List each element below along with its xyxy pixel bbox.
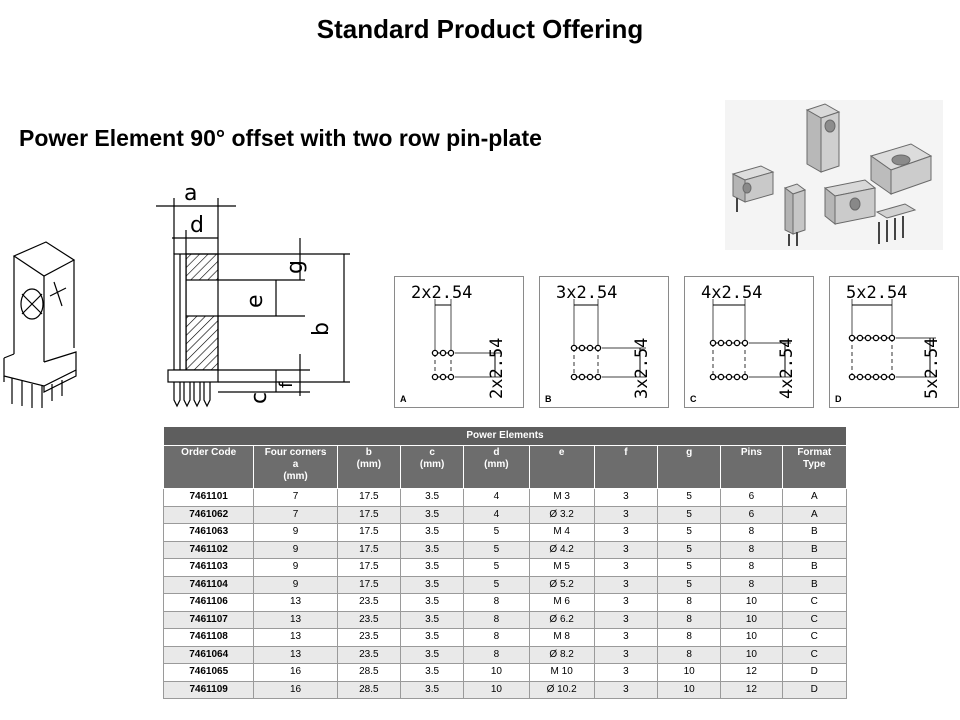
- isometric-sketch: [0, 236, 80, 411]
- order-code-cell: 7461107: [164, 611, 254, 629]
- table-column-header: [337, 446, 400, 489]
- table-header-line: (mm): [356, 459, 382, 470]
- table-cell: 23.5: [337, 629, 400, 647]
- table-cell: 23.5: [337, 594, 400, 612]
- table-header-line: a: [292, 459, 299, 470]
- pin-dot: [571, 374, 576, 379]
- table-cell: 8: [721, 559, 782, 577]
- table-cell: B: [782, 576, 846, 594]
- table-cell: B: [782, 541, 846, 559]
- order-code-cell: 7461062: [164, 506, 254, 524]
- product-photo: [725, 100, 943, 250]
- table-header-line: d: [493, 447, 500, 458]
- pin-layout-a: [394, 276, 524, 408]
- table-header-line: Four corners: [264, 447, 327, 458]
- pin-dot: [432, 374, 437, 379]
- table-cell: 13: [254, 611, 337, 629]
- pin-dot: [849, 335, 854, 340]
- order-code-cell: 7461108: [164, 629, 254, 647]
- table-cell: 5: [658, 576, 721, 594]
- pin-dot: [595, 345, 600, 350]
- pin-vertical-label: 4x2.54: [777, 337, 797, 399]
- order-code-cell: 7461063: [164, 524, 254, 542]
- svg-text:b: b: [309, 322, 334, 336]
- table-cell: C: [782, 646, 846, 664]
- table-header-line: Type: [802, 459, 826, 470]
- table-cell: 8: [658, 611, 721, 629]
- pin-dot: [710, 374, 715, 379]
- table-column-header: [164, 446, 254, 489]
- table-header-line: Format: [797, 447, 832, 458]
- table-cell: 3: [594, 559, 657, 577]
- table-cell: 8: [721, 576, 782, 594]
- table-cell: 5: [464, 576, 529, 594]
- pin-layout-letter: B: [545, 394, 552, 404]
- table-header-line: c: [429, 447, 435, 458]
- pin-dot: [448, 350, 453, 355]
- table-header-line: b: [365, 447, 372, 458]
- order-code-cell: 7461101: [164, 489, 254, 507]
- table-column-header: [658, 446, 721, 489]
- table-cell: 3: [594, 594, 657, 612]
- pin-dot: [889, 335, 894, 340]
- table-cell: 3.5: [400, 559, 463, 577]
- table-cell: 3.5: [400, 681, 463, 699]
- table-cell: Ø 3.2: [529, 506, 594, 524]
- table-cell: Ø 10.2: [529, 681, 594, 699]
- pin-vertical-label: 3x2.54: [632, 337, 652, 399]
- table-header-line: Pins: [740, 447, 762, 458]
- order-code-cell: 7461102: [164, 541, 254, 559]
- order-code-cell: 7461104: [164, 576, 254, 594]
- table-cell: 10: [721, 629, 782, 647]
- table-cell: M 6: [529, 594, 594, 612]
- table-cell: 17.5: [337, 576, 400, 594]
- table-column-header: [529, 446, 594, 489]
- table-cell: 8: [658, 629, 721, 647]
- table-cell: 10: [721, 646, 782, 664]
- table-cell: M 10: [529, 664, 594, 682]
- pin-dot: [571, 345, 576, 350]
- table-cell: Ø 6.2: [529, 611, 594, 629]
- table-cell: 8: [658, 594, 721, 612]
- table-cell: 10: [464, 664, 529, 682]
- table-cell: 5: [464, 524, 529, 542]
- table-cell: 5: [658, 506, 721, 524]
- pin-dot: [865, 335, 870, 340]
- table-cell: 8: [464, 594, 529, 612]
- table-cell: 17.5: [337, 506, 400, 524]
- table-cell: 8: [721, 541, 782, 559]
- power-elements-table: [163, 426, 847, 699]
- table-column-header: [782, 446, 846, 489]
- table-cell: 3.5: [400, 664, 463, 682]
- table-cell: 23.5: [337, 646, 400, 664]
- pin-dot: [742, 374, 747, 379]
- table-cell: 5: [658, 559, 721, 577]
- pin-dot: [881, 335, 886, 340]
- pin-dot: [881, 374, 886, 379]
- table-header-line: f: [624, 447, 628, 458]
- table-row: [164, 646, 847, 664]
- table-cell: 12: [721, 664, 782, 682]
- table-cell: 9: [254, 541, 337, 559]
- table-row: [164, 594, 847, 612]
- table-cell: 10: [658, 681, 721, 699]
- pin-horizontal-label: 4x2.54: [701, 283, 763, 303]
- pin-dot: [873, 374, 878, 379]
- table-cell: 8: [464, 611, 529, 629]
- pin-dot: [440, 350, 445, 355]
- table-cell: M 3: [529, 489, 594, 507]
- table-column-header: [594, 446, 657, 489]
- order-code-cell: 7461103: [164, 559, 254, 577]
- pin-dot: [448, 374, 453, 379]
- pin-dot: [734, 374, 739, 379]
- table-cell: 3.5: [400, 506, 463, 524]
- table-cell: Ø 4.2: [529, 541, 594, 559]
- table-cell: 3: [594, 629, 657, 647]
- pin-layout-c: [684, 276, 814, 408]
- table-cell: 7: [254, 506, 337, 524]
- table-cell: 9: [254, 524, 337, 542]
- table-cell: 13: [254, 646, 337, 664]
- svg-text:a: a: [184, 181, 198, 206]
- pin-layout-b: [539, 276, 669, 408]
- table-cell: B: [782, 524, 846, 542]
- svg-text:d: d: [190, 213, 204, 238]
- table-header-line: Order Code: [181, 447, 237, 458]
- pin-layout-d: [829, 276, 959, 408]
- table-cell: 4: [464, 489, 529, 507]
- order-code-cell: 7461106: [164, 594, 254, 612]
- table-group-header: Power Elements: [164, 427, 847, 446]
- table-cell: 3.5: [400, 524, 463, 542]
- pin-dot: [857, 335, 862, 340]
- table-cell: 5: [658, 541, 721, 559]
- table-cell: 9: [254, 576, 337, 594]
- table-cell: 3.5: [400, 611, 463, 629]
- table-cell: 8: [464, 629, 529, 647]
- pin-dot: [587, 345, 592, 350]
- pin-dot: [587, 374, 592, 379]
- table-header-line: e: [558, 447, 565, 458]
- table-cell: 3: [594, 541, 657, 559]
- table-cell: 10: [721, 611, 782, 629]
- pin-dot: [595, 374, 600, 379]
- table-cell: 8: [464, 646, 529, 664]
- table-cell: 3.5: [400, 541, 463, 559]
- table-cell: 7: [254, 489, 337, 507]
- table-cell: 17.5: [337, 541, 400, 559]
- table-cell: M 4: [529, 524, 594, 542]
- table-column-header: [721, 446, 782, 489]
- table-cell: 9: [254, 559, 337, 577]
- pin-dot: [734, 340, 739, 345]
- table-cell: 3: [594, 489, 657, 507]
- pin-dot: [726, 340, 731, 345]
- table-cell: 3.5: [400, 646, 463, 664]
- table-cell: 12: [721, 681, 782, 699]
- table-cell: 17.5: [337, 559, 400, 577]
- order-code-cell: 7461064: [164, 646, 254, 664]
- table-cell: 5: [464, 541, 529, 559]
- pin-dot: [579, 345, 584, 350]
- svg-text:f: f: [276, 381, 297, 388]
- table-cell: A: [782, 489, 846, 507]
- pin-dot: [718, 340, 723, 345]
- table-cell: 3: [594, 506, 657, 524]
- table-row: [164, 506, 847, 524]
- table-cell: 3: [594, 524, 657, 542]
- table-column-header: [464, 446, 529, 489]
- table-cell: 17.5: [337, 524, 400, 542]
- table-cell: M 5: [529, 559, 594, 577]
- svg-text:e: e: [243, 294, 268, 308]
- table-row: [164, 541, 847, 559]
- table-cell: C: [782, 611, 846, 629]
- table-cell: 6: [721, 489, 782, 507]
- table-cell: 5: [464, 559, 529, 577]
- table-row: [164, 681, 847, 699]
- table-cell: A: [782, 506, 846, 524]
- table-cell: 28.5: [337, 664, 400, 682]
- pin-dot: [865, 374, 870, 379]
- table-cell: 3: [594, 681, 657, 699]
- table-row: [164, 611, 847, 629]
- svg-text:c: c: [247, 391, 272, 404]
- table-cell: 16: [254, 681, 337, 699]
- pin-layout-letter: A: [400, 394, 407, 404]
- table-row: [164, 559, 847, 577]
- table-row: [164, 664, 847, 682]
- pin-dot: [710, 340, 715, 345]
- table-row: [164, 489, 847, 507]
- pin-horizontal-label: 2x2.54: [411, 283, 473, 303]
- table-cell: C: [782, 594, 846, 612]
- pin-dot: [718, 374, 723, 379]
- table-cell: D: [782, 664, 846, 682]
- pin-vertical-label: 2x2.54: [487, 337, 507, 399]
- slide-subtitle: Power Element 90° offset with two row pin-plate: [19, 125, 542, 151]
- table-header-line: (mm): [283, 471, 308, 482]
- pin-layout-letter: C: [690, 394, 697, 404]
- pin-horizontal-label: 5x2.54: [846, 283, 908, 303]
- table-cell: 4: [464, 506, 529, 524]
- table-cell: 8: [658, 646, 721, 664]
- table-cell: M 8: [529, 629, 594, 647]
- table-cell: 3: [594, 576, 657, 594]
- order-code-cell: 7461109: [164, 681, 254, 699]
- table-header-line: (mm): [484, 459, 509, 470]
- table-cell: 17.5: [337, 489, 400, 507]
- table-cell: 3.5: [400, 629, 463, 647]
- table-column-header: [254, 446, 337, 489]
- pin-dot: [849, 374, 854, 379]
- table-cell: 3: [594, 664, 657, 682]
- order-code-cell: 7461065: [164, 664, 254, 682]
- table-cell: 10: [721, 594, 782, 612]
- table-cell: 10: [464, 681, 529, 699]
- table-cell: 5: [658, 524, 721, 542]
- table-cell: 16: [254, 664, 337, 682]
- pin-horizontal-label: 3x2.54: [556, 283, 618, 303]
- table-body: [164, 489, 847, 699]
- table-cell: 8: [721, 524, 782, 542]
- table-cell: 10: [658, 664, 721, 682]
- pin-dot: [726, 374, 731, 379]
- table-cell: 28.5: [337, 681, 400, 699]
- pin-dot: [889, 374, 894, 379]
- table-header-line: g: [686, 447, 693, 458]
- table-row: [164, 629, 847, 647]
- dim-g-label: g: [283, 260, 308, 274]
- table-row: [164, 576, 847, 594]
- table-cell: 3: [594, 611, 657, 629]
- table-cell: 5: [658, 489, 721, 507]
- pin-dot: [579, 374, 584, 379]
- table-cell: 6: [721, 506, 782, 524]
- slide-title: Standard Product Offering: [316, 14, 644, 44]
- pin-vertical-label: 5x2.54: [922, 337, 942, 399]
- pin-dot: [742, 340, 747, 345]
- table-cell: 3.5: [400, 594, 463, 612]
- pin-dot: [440, 374, 445, 379]
- pin-dot: [873, 335, 878, 340]
- table-cell: 13: [254, 594, 337, 612]
- table-cell: 3.5: [400, 489, 463, 507]
- pin-dot: [857, 374, 862, 379]
- table-cell: 23.5: [337, 611, 400, 629]
- table-cell: 13: [254, 629, 337, 647]
- table-cell: Ø 8.2: [529, 646, 594, 664]
- table-cell: C: [782, 629, 846, 647]
- table-column-header: [400, 446, 463, 489]
- table-cell: D: [782, 681, 846, 699]
- table-header-line: (mm): [419, 459, 445, 470]
- table-row: [164, 524, 847, 542]
- table-cell: B: [782, 559, 846, 577]
- dimension-drawing: [150, 176, 360, 426]
- pin-layout-letter: D: [835, 394, 842, 404]
- table-header-row: [164, 446, 847, 489]
- table-cell: 3.5: [400, 576, 463, 594]
- table-cell: Ø 5.2: [529, 576, 594, 594]
- pin-dot: [432, 350, 437, 355]
- table-cell: 3: [594, 646, 657, 664]
